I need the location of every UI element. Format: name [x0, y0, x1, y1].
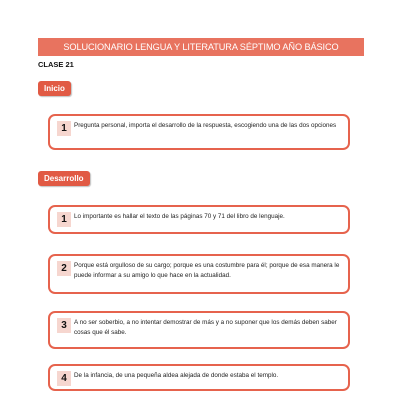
answer-card [48, 364, 350, 391]
section-tag-desarrollo: Desarrollo [38, 171, 90, 186]
answer-text: De la infancia, de una pequeña aldea alejada de donde estaba el templo. [74, 372, 279, 379]
section-tag-inicio: Inicio [38, 81, 71, 96]
answer-card [48, 311, 350, 349]
answer-number: 1 [57, 121, 71, 136]
answer-text: Porque está orgulloso de su cargo; porque es una costumbre para él; porque de esa manera le puede informar a su amigo lo que hace en la actualidad. [74, 262, 340, 279]
answer-text: Pregunta personal, importa el desarrollo de la respuesta, escogiendo una de las dos opciones [74, 122, 337, 129]
answer-text: Lo importante es hallar el texto de las páginas 70 y 71 del libro de lenguaje. [74, 213, 285, 220]
answer-card [48, 254, 350, 294]
answer-text: A no ser soberbio, a no intentar demostrar de más y a no suponer que los demás deben saber cosas que él sabe. [74, 319, 337, 336]
page-title: SOLUCIONARIO LENGUA Y LITERATURA SÉPTIMO AÑO BÁSICO [38, 38, 364, 56]
answer-number: 4 [57, 371, 71, 386]
class-label: CLASE 21 [38, 60, 74, 69]
answer-number: 1 [57, 212, 71, 227]
answer-card [48, 205, 350, 234]
answer-card [48, 114, 350, 150]
answer-number: 3 [57, 318, 71, 333]
answer-number: 2 [57, 261, 71, 276]
